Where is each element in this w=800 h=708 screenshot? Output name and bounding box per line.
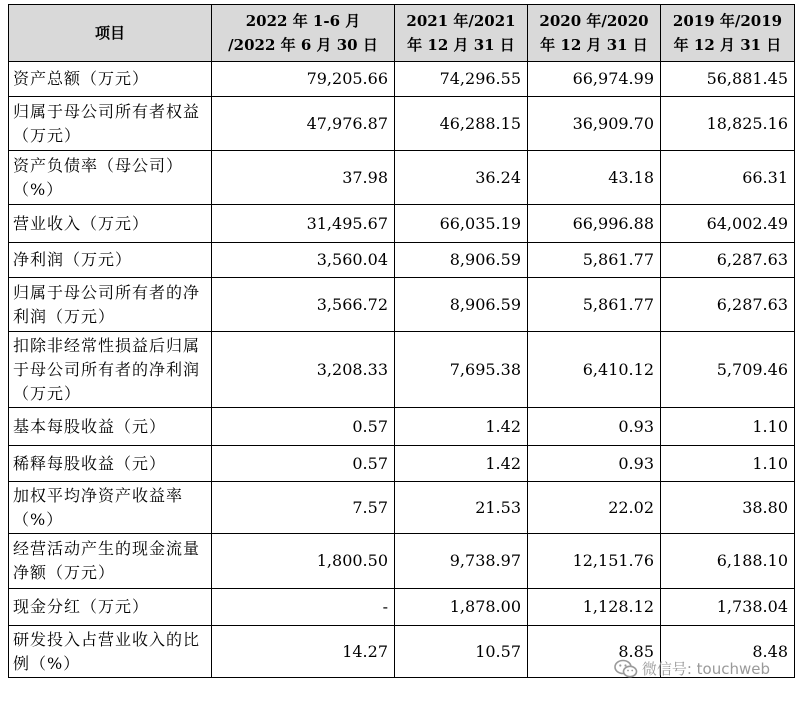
cell-value: 6,287.63 <box>661 278 795 332</box>
cell-value: 7.57 <box>212 482 395 534</box>
table-row <box>9 482 795 534</box>
cell-value: 7,695.38 <box>395 332 528 408</box>
header-line-1: 2020 年/2020 <box>539 12 649 30</box>
header-2021 <box>395 5 528 62</box>
row-label: 资产总额（万元） <box>9 62 212 97</box>
cell-value: 21.53 <box>395 482 528 534</box>
cell-value: 3,566.72 <box>212 278 395 332</box>
cell-value: - <box>212 589 395 626</box>
cell-value: 1,800.50 <box>212 534 395 589</box>
cell-value: 1.10 <box>661 408 795 446</box>
cell-value: 79,205.66 <box>212 62 395 97</box>
table-row <box>9 151 795 205</box>
cell-value: 64,002.49 <box>661 205 795 243</box>
cell-value: 5,709.46 <box>661 332 795 408</box>
table-row <box>9 446 795 482</box>
header-item <box>9 5 212 62</box>
cell-value: 0.57 <box>212 408 395 446</box>
cell-value: 8.85 <box>528 626 661 678</box>
wechat-icon <box>614 659 638 679</box>
table-row <box>9 243 795 278</box>
cell-value: 43.18 <box>528 151 661 205</box>
cell-value: 37.98 <box>212 151 395 205</box>
row-label: 资产负债率（母公司）（%） <box>9 151 212 205</box>
row-label: 营业收入（万元） <box>9 205 212 243</box>
row-label: 研发投入占营业收入的比例（%） <box>9 626 212 678</box>
financial-table <box>8 4 795 678</box>
cell-value: 14.27 <box>212 626 395 678</box>
cell-value: 8,906.59 <box>395 243 528 278</box>
table-row <box>9 589 795 626</box>
cell-value: 5,861.77 <box>528 243 661 278</box>
row-label: 归属于母公司所有者的净利润（万元） <box>9 278 212 332</box>
header-line-2: 年 12 月 31 日 <box>407 36 515 54</box>
row-label: 净利润（万元） <box>9 243 212 278</box>
header-line-1: 2022 年 1-6 月 <box>245 12 361 30</box>
table-header <box>9 5 795 62</box>
table-row <box>9 408 795 446</box>
header-2019 <box>661 5 795 62</box>
table-row <box>9 278 795 332</box>
row-label: 扣除非经常性损益后归属于母公司所有者的净利润（万元） <box>9 332 212 408</box>
table-body <box>9 62 795 678</box>
cell-value: 1,878.00 <box>395 589 528 626</box>
cell-value: 1.42 <box>395 408 528 446</box>
row-label: 稀释每股收益（元） <box>9 446 212 482</box>
cell-value: 3,208.33 <box>212 332 395 408</box>
cell-value: 6,410.12 <box>528 332 661 408</box>
header-row <box>9 5 795 62</box>
cell-value: 1,738.04 <box>661 589 795 626</box>
cell-value: 10.57 <box>395 626 528 678</box>
cell-value: 18,825.16 <box>661 97 795 151</box>
header-2022-h1 <box>212 5 395 62</box>
cell-value: 66,996.88 <box>528 205 661 243</box>
row-label: 基本每股收益（元） <box>9 408 212 446</box>
cell-value: 9,738.97 <box>395 534 528 589</box>
cell-value: 66.31 <box>661 151 795 205</box>
header-line-1: 2021 年/2021 <box>406 12 516 30</box>
row-label: 现金分红（万元） <box>9 589 212 626</box>
cell-value: 6,188.10 <box>661 534 795 589</box>
table-row <box>9 97 795 151</box>
cell-value: 3,560.04 <box>212 243 395 278</box>
watermark <box>614 658 770 679</box>
cell-value: 5,861.77 <box>528 278 661 332</box>
cell-value: 66,035.19 <box>395 205 528 243</box>
cell-value: 0.93 <box>528 446 661 482</box>
cell-value: 66,974.99 <box>528 62 661 97</box>
cell-value: 8,906.59 <box>395 278 528 332</box>
cell-value: 38.80 <box>661 482 795 534</box>
cell-value: 56,881.45 <box>661 62 795 97</box>
cell-value: 0.93 <box>528 408 661 446</box>
cell-value: 47,976.87 <box>212 97 395 151</box>
cell-value: 0.57 <box>212 446 395 482</box>
cell-value: 1.10 <box>661 446 795 482</box>
row-label: 经营活动产生的现金流量净额（万元） <box>9 534 212 589</box>
cell-value: 12,151.76 <box>528 534 661 589</box>
cell-value: 8.48 <box>661 626 795 678</box>
cell-value: 1.42 <box>395 446 528 482</box>
cell-value: 22.02 <box>528 482 661 534</box>
header-item-label: 项目 <box>94 24 125 42</box>
header-2020 <box>528 5 661 62</box>
cell-value: 36,909.70 <box>528 97 661 151</box>
watermark-text: 微信号: touchweb <box>641 660 770 678</box>
row-label: 加权平均净资产收益率（%） <box>9 482 212 534</box>
cell-value: 6,287.63 <box>661 243 795 278</box>
header-line-1: 2019 年/2019 <box>672 12 783 30</box>
table-row <box>9 62 795 97</box>
row-label: 归属于母公司所有者权益（万元） <box>9 97 212 151</box>
cell-value: 36.24 <box>395 151 528 205</box>
cell-value: 74,296.55 <box>395 62 528 97</box>
header-line-2: 年 12 月 31 日 <box>673 36 782 54</box>
cell-value: 31,495.67 <box>212 205 395 243</box>
header-line-2: 年 12 月 31 日 <box>540 36 648 54</box>
header-line-2: /2022 年 6 月 30 日 <box>228 36 378 54</box>
table-row <box>9 534 795 589</box>
cell-value: 46,288.15 <box>395 97 528 151</box>
table-row <box>9 332 795 408</box>
cell-value: 1,128.12 <box>528 589 661 626</box>
table-row <box>9 205 795 243</box>
